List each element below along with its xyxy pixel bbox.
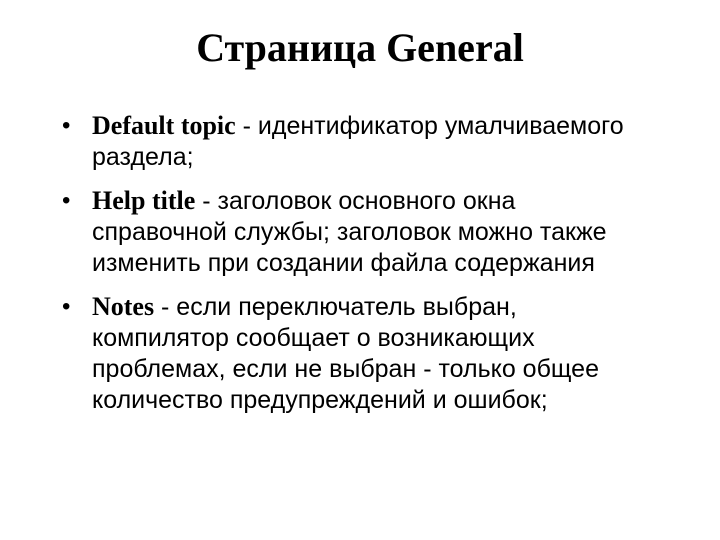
bullet-description: - идентификатор умалчиваемого раздела;	[92, 112, 624, 171]
bullet-item-default-topic	[60, 110, 640, 173]
bullet-item-notes	[60, 291, 640, 416]
bullet-dot-icon: •	[62, 187, 71, 214]
bullet-term: Notes	[92, 292, 155, 321]
slide-title: Страница General	[196, 25, 524, 70]
bullet-description: - если переключатель выбран, компилятор сообщает о возникающих проблемах, если не выбран - только общее количество предупреждений и ошибок;	[92, 293, 599, 414]
bullet-dot-icon: •	[62, 293, 71, 320]
bullet-list	[60, 110, 640, 428]
bullet-term: Default topic	[92, 111, 236, 140]
bullet-item-help-title	[60, 185, 640, 279]
bullet-description: - заголовок основного окна справочной службы; заголовок можно также изменить при создании файла содержания	[92, 187, 607, 277]
bullet-term: Help title	[92, 186, 196, 215]
bullet-dot-icon: •	[62, 112, 71, 139]
